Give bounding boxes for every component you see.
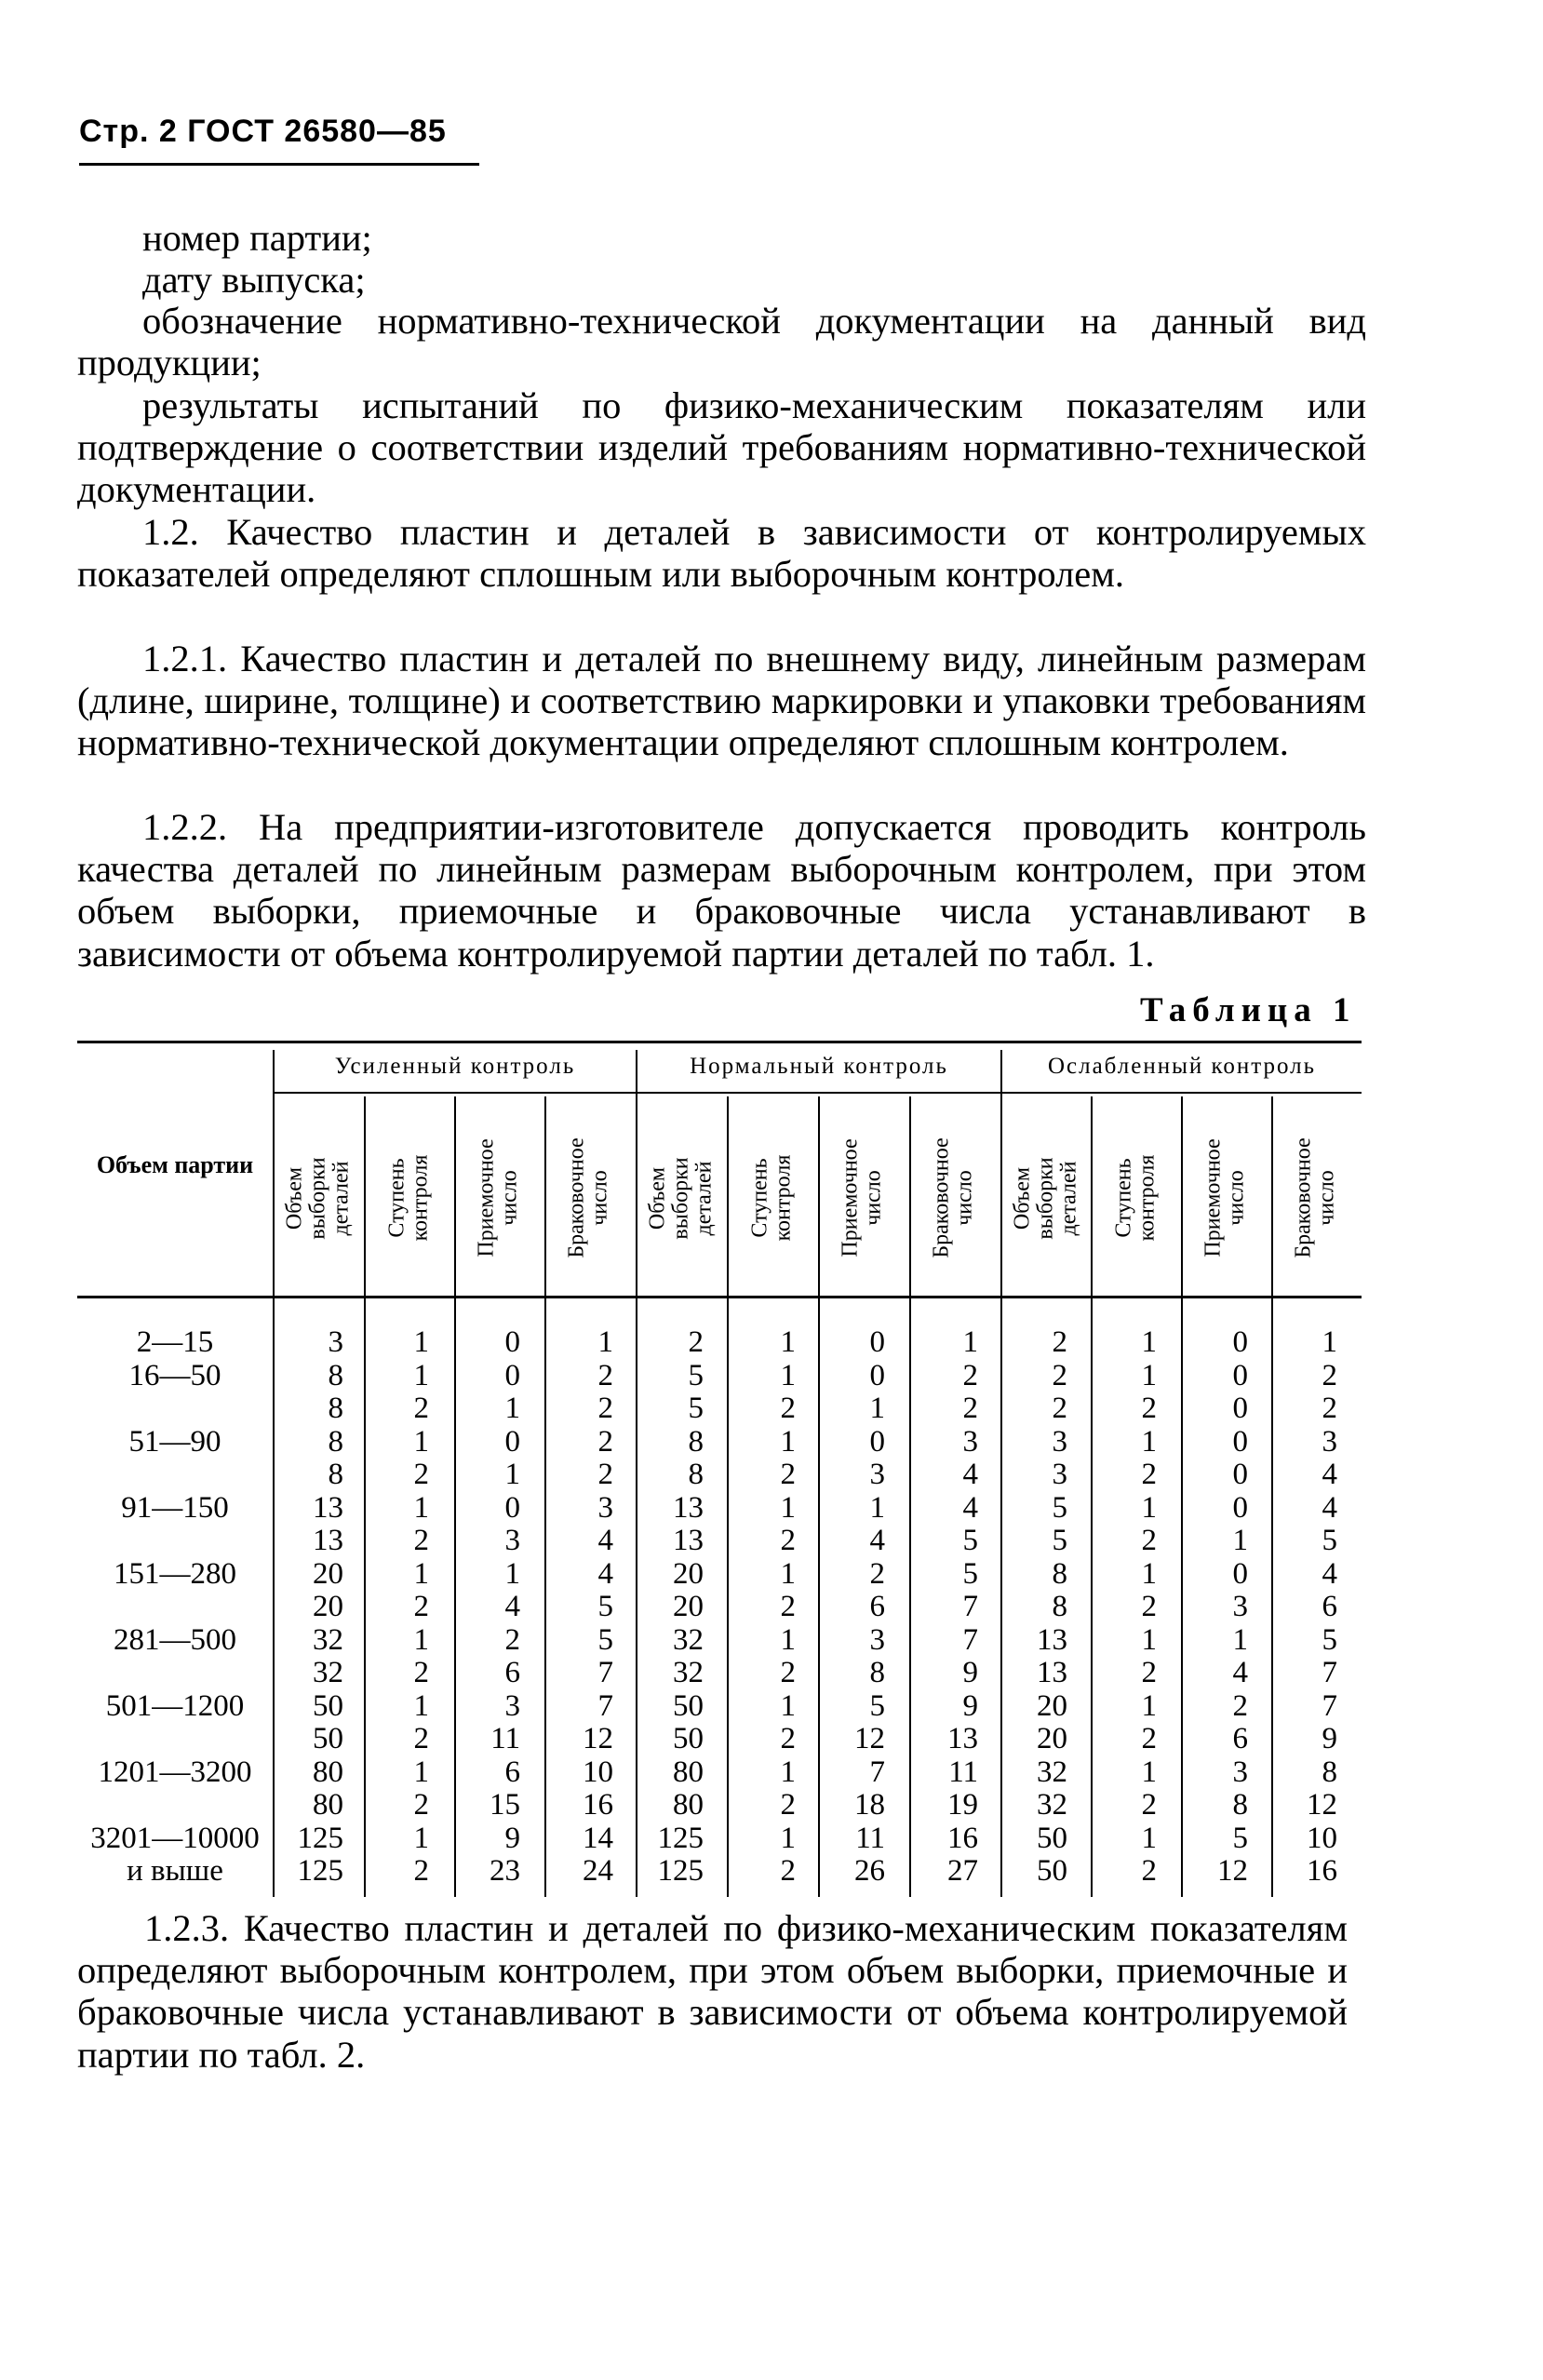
table-cell: 13 — [947, 1722, 978, 1755]
table-cell: 1 — [869, 1392, 885, 1425]
paragraph-1-2-2: 1.2.2. На предприятии-изготовителе допускается проводить контроль качества деталей по линейным размерам выборочным контролем, при этом объем выборки, приемочные и браковочные числа устанавливают в зависимости от объема контролируемой партии деталей по табл. 1. — [77, 806, 1366, 975]
table-cell: 13 — [313, 1524, 343, 1557]
table-cell: 2 — [869, 1556, 885, 1591]
col-header-text: Ступень контроля — [1111, 1154, 1160, 1242]
table-cell: 1 — [504, 1556, 520, 1591]
group-header-normal: Нормальный контроль — [690, 1054, 948, 1079]
table-cell: 5 — [869, 1688, 885, 1723]
table-cell: 8 — [1052, 1556, 1067, 1591]
table-cell: 7 — [1322, 1656, 1337, 1689]
table-row — [77, 1325, 1362, 1359]
col-header-text: Браковочное число — [565, 1137, 612, 1258]
table-cell: 125 — [297, 1821, 343, 1855]
table-cell: 125 — [657, 1821, 704, 1855]
table-cell: 1 — [413, 1688, 429, 1723]
table-cell: 9 — [962, 1688, 978, 1723]
table-cell: 3 — [1232, 1755, 1248, 1789]
table-cell: 2 — [1052, 1325, 1067, 1359]
page-header: Стр. 2 ГОСТ 26580—85 — [79, 114, 447, 149]
table-cell: 0 — [1232, 1392, 1248, 1425]
group-header-rule — [273, 1092, 1362, 1094]
table-cell: 2 — [413, 1392, 429, 1425]
col-header-text: Приемочное число — [475, 1138, 523, 1257]
table-cell: 4 — [962, 1458, 978, 1491]
table-cell: 32 — [313, 1622, 343, 1657]
table-cell: 2 — [780, 1722, 796, 1755]
table-cell: 12 — [1307, 1788, 1337, 1822]
table-cell: 80 — [313, 1788, 343, 1822]
table-cell: 1 — [780, 1556, 796, 1591]
table-cell: 32 — [673, 1656, 704, 1689]
table-cell: 3 — [504, 1688, 520, 1723]
table-cell: 2 — [780, 1392, 796, 1425]
table-cell: 1 — [504, 1392, 520, 1425]
table-cell: 27 — [947, 1854, 978, 1888]
table-cell: 2 — [597, 1424, 613, 1459]
table-row — [77, 1755, 1362, 1789]
table-cell: 125 — [297, 1854, 343, 1888]
table-cell: 8 — [328, 1358, 343, 1392]
party-volume-cell: 3201—10000 — [90, 1821, 260, 1855]
table-cell: 32 — [1037, 1788, 1067, 1822]
table-cell: 13 — [673, 1524, 704, 1557]
table-cell: 20 — [1037, 1722, 1067, 1755]
table-cell: 6 — [504, 1656, 520, 1689]
table-cell: 2 — [1052, 1358, 1067, 1392]
table-cell: 7 — [869, 1755, 885, 1789]
table-cell: 1 — [869, 1490, 885, 1525]
table-cell: 0 — [504, 1358, 520, 1392]
party-volume-cell: 91—150 — [121, 1490, 229, 1525]
table-cell: 32 — [313, 1656, 343, 1689]
table-cell: 1 — [413, 1622, 429, 1657]
table-cell: 8 — [869, 1656, 885, 1689]
table-cell: 9 — [504, 1821, 520, 1855]
table-cell: 80 — [673, 1755, 704, 1789]
table-row — [77, 1722, 1362, 1755]
table-cell: 4 — [962, 1490, 978, 1525]
table-cell: 2 — [413, 1722, 429, 1755]
col-header-text: Ступень контроля — [384, 1154, 433, 1242]
table-cell: 4 — [597, 1524, 613, 1557]
table-cell: 2 — [1141, 1854, 1157, 1888]
table-cell: 23 — [490, 1854, 520, 1888]
table-cell: 0 — [869, 1424, 885, 1459]
table-cell: 5 — [597, 1622, 613, 1657]
table-cell: 1 — [780, 1622, 796, 1657]
table-cell: 13 — [313, 1490, 343, 1525]
party-volume-cell: и выше — [127, 1854, 223, 1888]
table-cell: 2 — [780, 1788, 796, 1822]
table-cell: 10 — [583, 1755, 613, 1789]
table-cell: 2 — [1141, 1590, 1157, 1623]
party-volume-cell: 1201—3200 — [98, 1755, 252, 1789]
col-header-text: Ступень контроля — [747, 1154, 796, 1242]
table-cell: 3 — [869, 1458, 885, 1491]
table-cell: 125 — [657, 1854, 704, 1888]
party-volume-cell: 51—90 — [128, 1424, 221, 1459]
table-cell: 2 — [1141, 1788, 1157, 1822]
table-cell: 0 — [504, 1490, 520, 1525]
paragraph-designation: обозначение нормативно-технической документации на данный вид продукции; — [77, 300, 1366, 384]
col-header-text: Объем выборки деталей — [282, 1156, 354, 1240]
table-cell: 16 — [1307, 1854, 1337, 1888]
table-cell: 12 — [583, 1722, 613, 1755]
table-cell: 2 — [597, 1358, 613, 1392]
table-cell: 1 — [1232, 1524, 1248, 1557]
table-cell: 1 — [1141, 1688, 1157, 1723]
party-volume-cell: 281—500 — [114, 1622, 236, 1657]
group-header-enhanced: Усиленный контроль — [334, 1054, 576, 1079]
table-cell: 3 — [1052, 1424, 1067, 1459]
table-cell: 20 — [313, 1590, 343, 1623]
table-cell: 2 — [413, 1458, 429, 1491]
table-caption: Таблица 1 — [1140, 991, 1357, 1029]
table-cell: 8 — [688, 1424, 704, 1459]
col-header-rejection-number — [551, 1113, 627, 1283]
col-header-acceptance-number — [461, 1113, 537, 1283]
table-cell: 32 — [1037, 1755, 1067, 1789]
col-header-sample-size — [643, 1113, 719, 1283]
table-row — [77, 1359, 1362, 1392]
table-cell: 2 — [1141, 1656, 1157, 1689]
table-cell: 50 — [673, 1722, 704, 1755]
table-cell: 0 — [869, 1358, 885, 1392]
table-cell: 1 — [780, 1490, 796, 1525]
table-cell: 16 — [947, 1821, 978, 1855]
table-cell: 3 — [1052, 1458, 1067, 1491]
table-row — [77, 1689, 1362, 1723]
table-cell: 2 — [597, 1392, 613, 1425]
table-row — [77, 1524, 1362, 1557]
col-header-text: Объем выборки деталей — [1010, 1156, 1081, 1240]
table-row — [77, 1425, 1362, 1459]
table-cell: 1 — [780, 1325, 796, 1359]
table-cell: 1 — [1232, 1622, 1248, 1657]
table-cell: 6 — [504, 1755, 520, 1789]
table-cell: 5 — [962, 1524, 978, 1557]
table-cell: 50 — [1037, 1854, 1067, 1888]
table-cell: 26 — [854, 1854, 885, 1888]
table-row — [77, 1557, 1362, 1591]
table-cell: 14 — [583, 1821, 613, 1855]
party-volume-cell: 2—15 — [136, 1325, 214, 1359]
table-cell: 2 — [413, 1590, 429, 1623]
table-cell: 2 — [413, 1656, 429, 1689]
table-cell: 1 — [780, 1821, 796, 1855]
table-cell: 20 — [673, 1556, 704, 1591]
table-cell: 1 — [1141, 1755, 1157, 1789]
table-cell: 8 — [1232, 1788, 1248, 1822]
table-cell: 50 — [313, 1722, 343, 1755]
table-row — [77, 1854, 1362, 1888]
list-item-party-number: номер партии; — [142, 217, 372, 259]
table-cell: 2 — [1322, 1392, 1337, 1425]
table-row — [77, 1788, 1362, 1822]
col-header-sample-size — [280, 1113, 356, 1283]
table-cell: 1 — [413, 1821, 429, 1855]
table-cell: 0 — [504, 1325, 520, 1359]
table-cell: 7 — [962, 1622, 978, 1657]
table-cell: 2 — [780, 1458, 796, 1491]
table-cell: 32 — [673, 1622, 704, 1657]
col-header-control-stage — [733, 1113, 810, 1283]
table-cell: 2 — [413, 1524, 429, 1557]
table-cell: 4 — [597, 1556, 613, 1591]
col-header-acceptance-number — [825, 1113, 901, 1283]
table-cell: 2 — [780, 1590, 796, 1623]
table-cell: 12 — [1217, 1854, 1248, 1888]
table-cell: 6 — [1322, 1590, 1337, 1623]
table-cell: 5 — [1322, 1622, 1337, 1657]
party-volume-header: Объем партии — [96, 1151, 254, 1178]
table-row — [77, 1822, 1362, 1855]
table-cell: 2 — [962, 1358, 978, 1392]
table-cell: 7 — [597, 1688, 613, 1723]
table-cell: 0 — [1232, 1358, 1248, 1392]
table-cell: 9 — [1322, 1722, 1337, 1755]
table-cell: 1 — [413, 1424, 429, 1459]
table-row — [77, 1623, 1362, 1657]
table-cell: 8 — [328, 1392, 343, 1425]
table-row — [77, 1458, 1362, 1491]
table-cell: 2 — [1141, 1722, 1157, 1755]
table-cell: 3 — [1232, 1590, 1248, 1623]
table-cell: 1 — [413, 1755, 429, 1789]
table-cell: 5 — [688, 1392, 704, 1425]
paragraph-1-2: 1.2. Качество пластин и деталей в зависимости от контролируемых показателей определяют сплошным или выборочным контролем. — [77, 511, 1366, 596]
paragraph-1-2-3: 1.2.3. Качество пластин и деталей по физико-механическим показателям определяют выборочным контролем, при этом объем выборки, приемочные и браковочные числа устанавливают в зависимости от объема контролируемой партии по табл. 2. — [77, 1907, 1348, 2076]
table-cell: 80 — [673, 1788, 704, 1822]
table-cell: 2 — [688, 1325, 704, 1359]
table-cell: 5 — [1232, 1821, 1248, 1855]
table-cell: 50 — [673, 1688, 704, 1723]
table-cell: 5 — [962, 1556, 978, 1591]
table-cell: 1 — [780, 1755, 796, 1789]
table-cell: 11 — [948, 1755, 978, 1789]
table-cell: 16 — [583, 1788, 613, 1822]
col-header-acceptance-number — [1187, 1113, 1264, 1283]
list-item-release-date: дату выпуска; — [142, 259, 366, 301]
table-cell: 4 — [1322, 1556, 1337, 1591]
table-cell: 0 — [1232, 1458, 1248, 1491]
table-cell: 1 — [413, 1325, 429, 1359]
table-cell: 7 — [1322, 1688, 1337, 1723]
table-cell: 12 — [854, 1722, 885, 1755]
col-header-text: Приемочное число — [839, 1138, 887, 1257]
table-cell: 8 — [1322, 1755, 1337, 1789]
table-cell: 2 — [780, 1656, 796, 1689]
table-cell: 80 — [313, 1755, 343, 1789]
table-cell: 1 — [413, 1358, 429, 1392]
table-row — [77, 1392, 1362, 1425]
col-header-text: Браковочное число — [930, 1137, 977, 1258]
table-row — [77, 1491, 1362, 1525]
table-cell: 5 — [1322, 1524, 1337, 1557]
table-cell: 11 — [490, 1722, 520, 1755]
table-cell: 1 — [504, 1458, 520, 1491]
table-cell: 2 — [1052, 1392, 1067, 1425]
table-cell: 2 — [1322, 1358, 1337, 1392]
col-header-rejection-number — [916, 1113, 992, 1283]
col-header-control-stage — [370, 1113, 447, 1283]
table-cell: 1 — [1141, 1622, 1157, 1657]
table-cell: 5 — [688, 1358, 704, 1392]
table-cell: 0 — [504, 1424, 520, 1459]
table-cell: 2 — [597, 1458, 613, 1491]
table-cell: 1 — [1322, 1325, 1337, 1359]
table-cell: 18 — [854, 1788, 885, 1822]
table-cell: 1 — [780, 1358, 796, 1392]
table-cell: 2 — [1141, 1524, 1157, 1557]
table-cell: 13 — [673, 1490, 704, 1525]
table-cell: 50 — [1037, 1821, 1067, 1855]
table-cell: 2 — [780, 1854, 796, 1888]
table-cell: 2 — [780, 1524, 796, 1557]
table-cell: 1 — [780, 1424, 796, 1459]
table-cell: 0 — [1232, 1424, 1248, 1459]
table-cell: 0 — [869, 1325, 885, 1359]
col-header-sample-size — [1008, 1113, 1084, 1283]
header-rule — [79, 163, 479, 166]
table-cell: 4 — [1322, 1490, 1337, 1525]
col-header-rejection-number — [1278, 1113, 1354, 1283]
table-cell: 10 — [1307, 1821, 1337, 1855]
table-row — [77, 1590, 1362, 1623]
table-1 — [77, 1041, 1362, 1897]
table-cell: 1 — [1141, 1490, 1157, 1525]
table-cell: 13 — [1037, 1622, 1067, 1657]
table-cell: 2 — [962, 1392, 978, 1425]
table-cell: 2 — [1141, 1458, 1157, 1491]
table-cell: 2 — [1141, 1392, 1157, 1425]
col-header-text: Объем выборки деталей — [645, 1156, 717, 1240]
table-cell: 6 — [1232, 1722, 1248, 1755]
table-cell: 6 — [869, 1590, 885, 1623]
table-cell: 3 — [869, 1622, 885, 1657]
table-cell: 7 — [597, 1656, 613, 1689]
table-cell: 0 — [1232, 1325, 1248, 1359]
table-cell: 2 — [504, 1622, 520, 1657]
party-volume-cell: 151—280 — [114, 1556, 236, 1591]
group-header-reduced: Ослабленный контроль — [1047, 1054, 1317, 1079]
table-cell: 3 — [328, 1325, 343, 1359]
table-cell: 8 — [1052, 1590, 1067, 1623]
table-cell: 1 — [1141, 1325, 1157, 1359]
table-cell: 50 — [313, 1688, 343, 1723]
table-cell: 1 — [1141, 1424, 1157, 1459]
table-cell: 20 — [1037, 1688, 1067, 1723]
table-cell: 1 — [1141, 1358, 1157, 1392]
col-header-control-stage — [1097, 1113, 1174, 1283]
table-cell: 1 — [413, 1490, 429, 1525]
col-header-text: Браковочное число — [1292, 1137, 1339, 1258]
table-cell: 11 — [855, 1821, 885, 1855]
table-cell: 2 — [1232, 1688, 1248, 1723]
paragraph-1-2-1: 1.2.1. Качество пластин и деталей по внешнему виду, линейным размерам (длине, ширине, толщине) и соответствию маркировки и упаковки требованиям нормативно-технической документации определяют сплошным контролем. — [77, 638, 1366, 764]
paragraph-results: результаты испытаний по физико-механическим показателям или подтверждение о соответствии изделий требованиям нормативно-технической документации. — [77, 384, 1366, 511]
table-cell: 1 — [597, 1325, 613, 1359]
table-cell: 3 — [597, 1490, 613, 1525]
table-cell: 7 — [962, 1590, 978, 1623]
table-row — [77, 1656, 1362, 1689]
header-bottom-rule — [77, 1296, 1362, 1298]
table-cell: 13 — [1037, 1656, 1067, 1689]
table-cell: 1 — [962, 1325, 978, 1359]
table-cell: 3 — [1322, 1424, 1337, 1459]
table-cell: 4 — [1322, 1458, 1337, 1491]
table-cell: 15 — [490, 1788, 520, 1822]
table-cell: 24 — [583, 1854, 613, 1888]
col-header-text: Приемочное число — [1201, 1138, 1250, 1257]
table-cell: 4 — [504, 1590, 520, 1623]
table-cell: 8 — [328, 1424, 343, 1459]
table-cell: 5 — [1052, 1490, 1067, 1525]
table-cell: 8 — [688, 1458, 704, 1491]
table-cell: 1 — [413, 1556, 429, 1591]
table-cell: 1 — [1141, 1556, 1157, 1591]
table-cell: 20 — [673, 1590, 704, 1623]
table-cell: 0 — [1232, 1490, 1248, 1525]
table-cell: 9 — [962, 1656, 978, 1689]
table-cell: 4 — [1232, 1656, 1248, 1689]
table-cell: 2 — [413, 1854, 429, 1888]
table-top-rule — [77, 1041, 1362, 1043]
table-cell: 4 — [869, 1524, 885, 1557]
table-cell: 5 — [597, 1590, 613, 1623]
party-volume-cell: 501—1200 — [105, 1688, 245, 1723]
table-cell: 3 — [504, 1524, 520, 1557]
table-cell: 2 — [413, 1788, 429, 1822]
table-cell: 19 — [947, 1788, 978, 1822]
table-cell: 20 — [313, 1556, 343, 1591]
table-cell: 5 — [1052, 1524, 1067, 1557]
party-volume-cell: 16—50 — [128, 1358, 221, 1392]
table-cell: 0 — [1232, 1556, 1248, 1591]
table-cell: 1 — [1141, 1821, 1157, 1855]
table-cell: 3 — [962, 1424, 978, 1459]
table-cell: 1 — [780, 1688, 796, 1723]
table-cell: 8 — [328, 1458, 343, 1491]
